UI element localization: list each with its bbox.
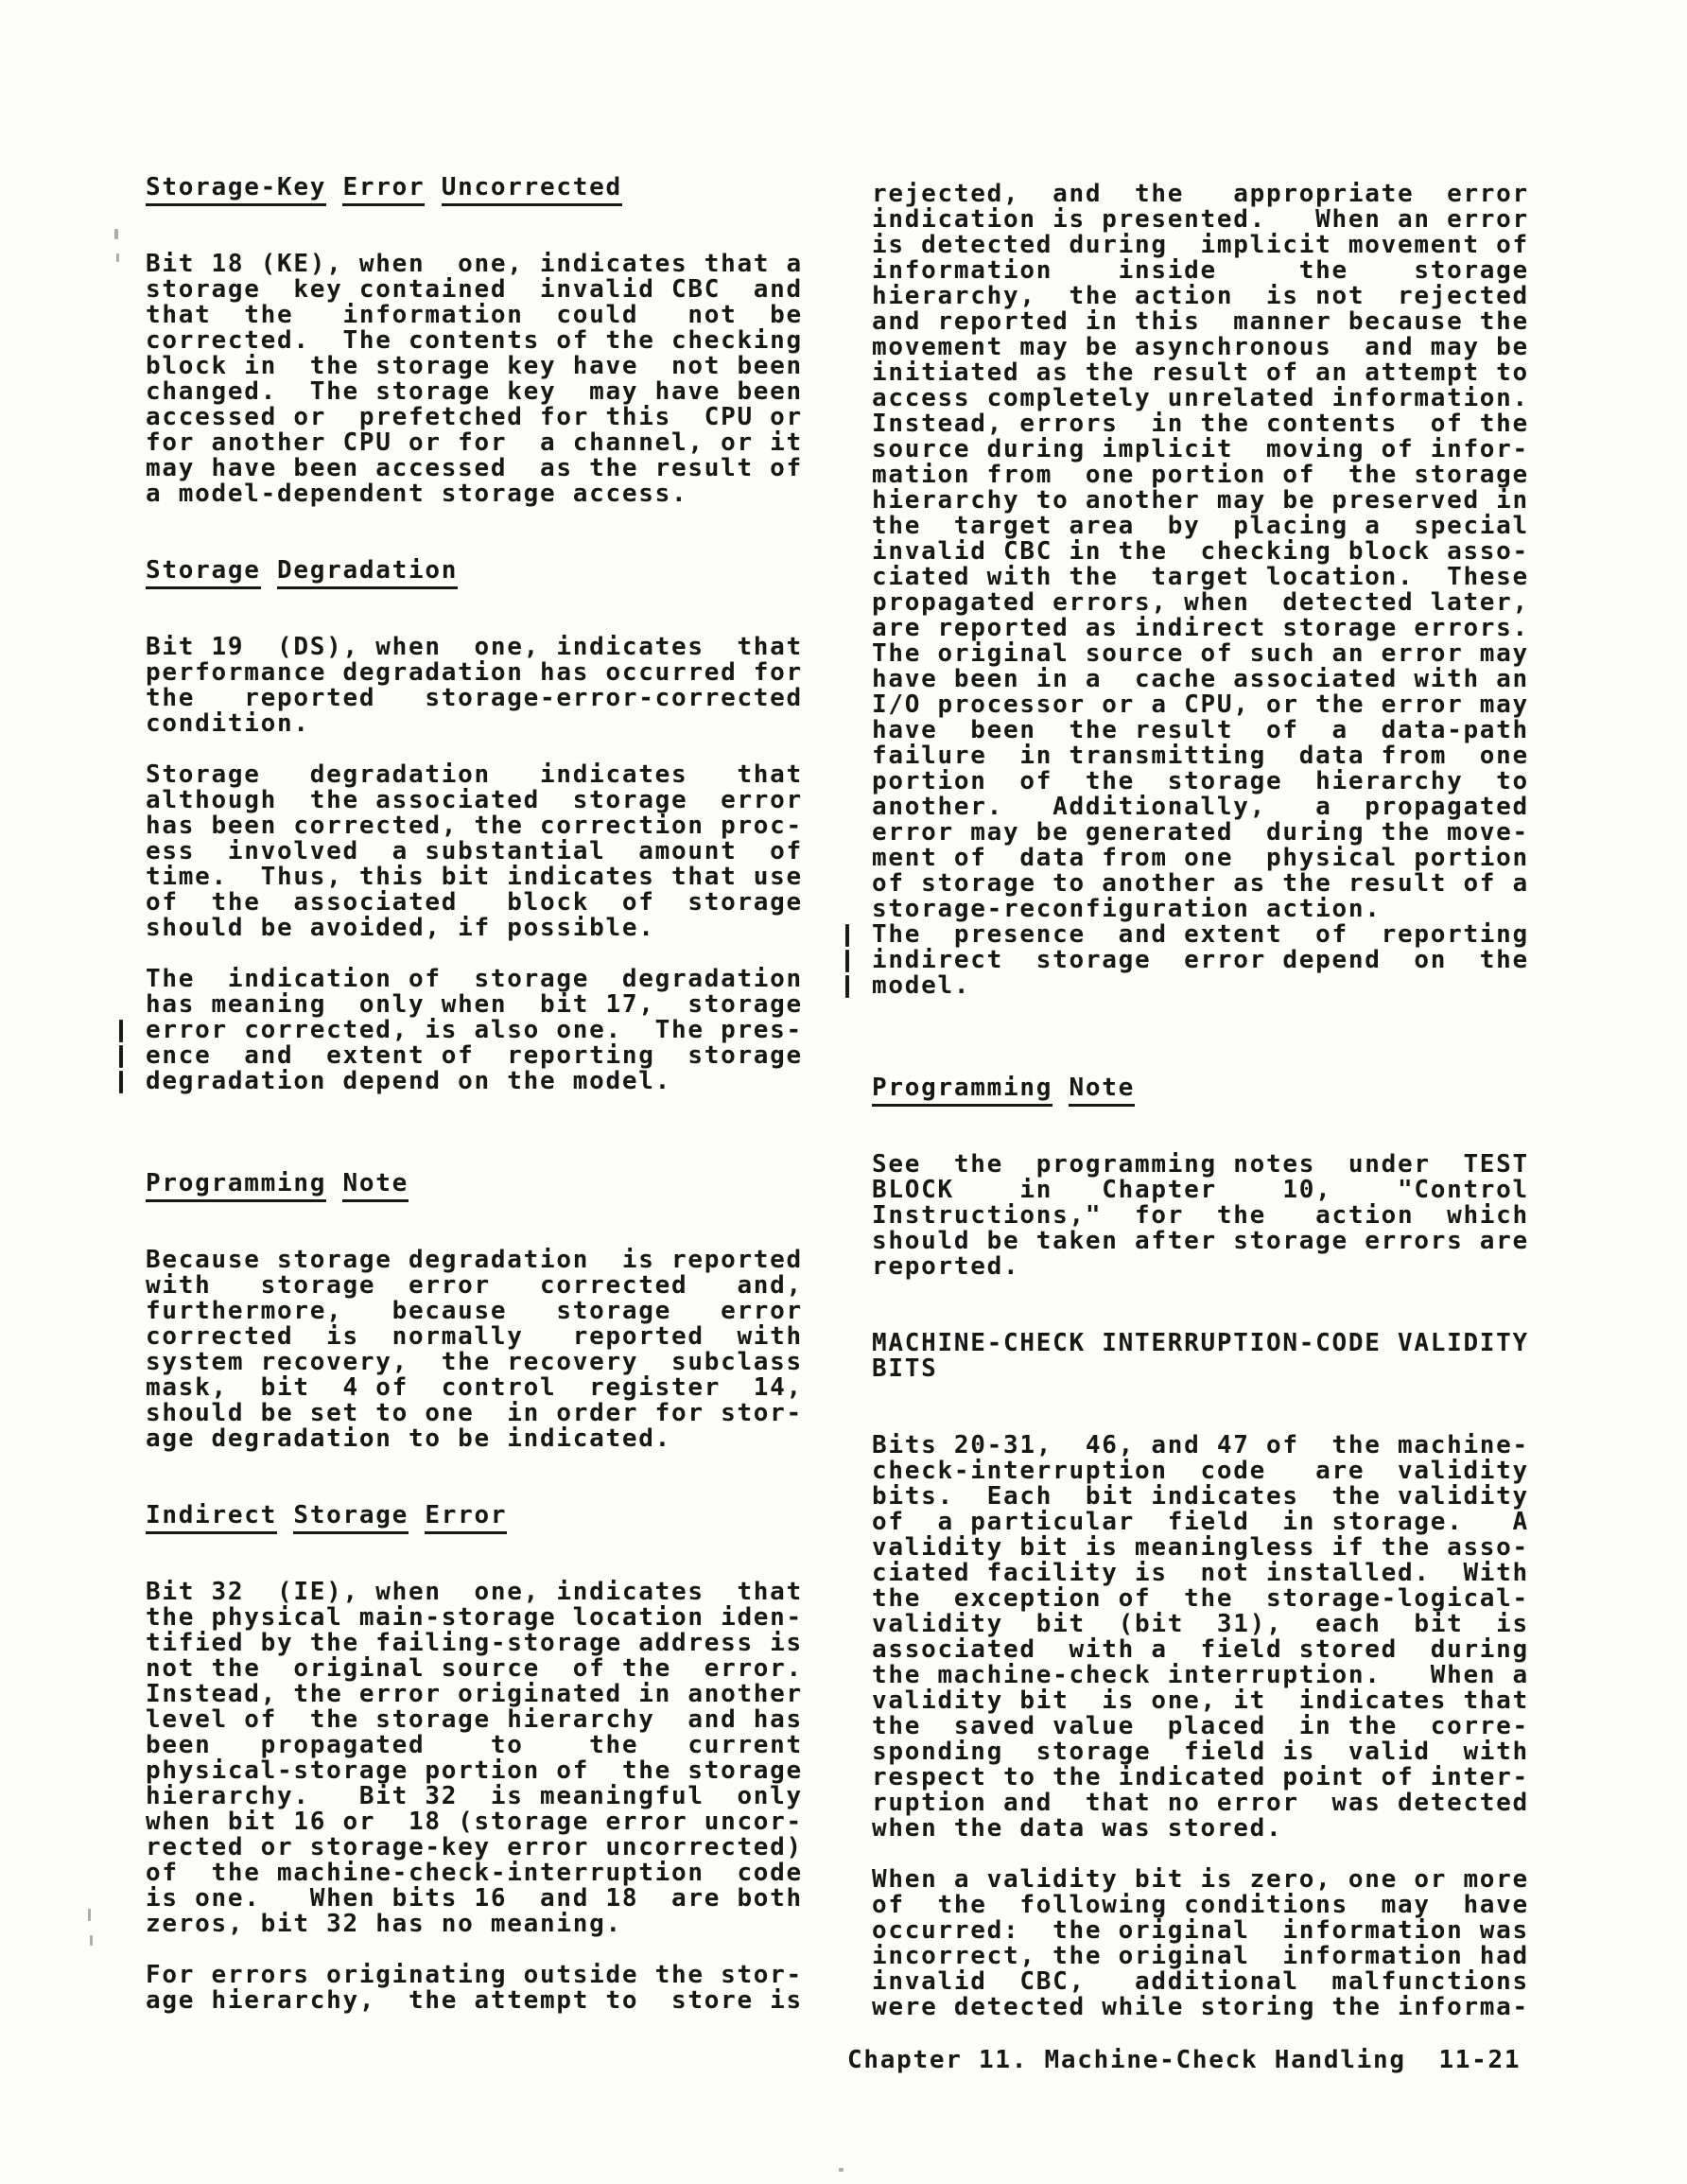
text-line: the target area by placing a special: [872, 512, 1529, 540]
heading-line: [146, 558, 826, 584]
paragraph: [872, 1433, 1553, 1842]
paragraph: [146, 967, 826, 1094]
text-line: the machine-check interruption. When a: [872, 1661, 1529, 1689]
text-line: The original source of such an error may: [872, 639, 1529, 668]
heading-word: Storage: [293, 1501, 409, 1534]
text-line: Instructions," for the action which: [872, 1201, 1529, 1230]
change-bar-icon: [119, 1020, 123, 1042]
text-line: rected or storage-key error uncorrected): [146, 1833, 803, 1861]
section-heading: [146, 558, 826, 584]
text-line: that the information could not be: [146, 301, 803, 329]
paragraph: [146, 635, 826, 737]
text-line: although the associated storage error: [146, 786, 803, 814]
text-line: have been in a cache associated with an: [872, 665, 1529, 693]
text-line: mation from one portion of the storage: [872, 461, 1529, 489]
text-line: ment of data from one physical portion: [872, 844, 1529, 872]
text-line: propagated errors, when detected later,: [872, 588, 1529, 617]
text-line: invalid CBC in the checking block asso-: [872, 537, 1529, 566]
heading-word: Note: [342, 1169, 409, 1202]
text-line: a model-dependent storage access.: [146, 480, 688, 508]
text-line: when bit 16 or 18 (storage error uncor-: [146, 1808, 803, 1836]
text-line: indirect storage error depend on the: [872, 948, 1553, 973]
text-line: furthermore, because storage error: [146, 1297, 803, 1325]
paragraph: [146, 1963, 826, 2014]
text-line: validity bit (bit 31), each bit is: [872, 1610, 1529, 1638]
text-line: storage-reconfiguration action.: [872, 895, 1382, 923]
text-line: have been the result of a data-path: [872, 716, 1529, 744]
text-line: system recovery, the recovery subclass: [146, 1348, 803, 1376]
text-line: access completely unrelated information.: [872, 384, 1529, 412]
text-line: When a validity bit is zero, one or more: [872, 1865, 1529, 1894]
text-line: has meaning only when bit 17, storage: [146, 990, 803, 1019]
section-heading: [146, 1503, 826, 1529]
text-line: Storage degradation indicates that: [146, 760, 803, 789]
text-line: Bit 19 (DS), when one, indicates that: [146, 633, 803, 661]
text-line: zeros, bit 32 has no meaning.: [146, 1910, 622, 1938]
text-line: Bit 32 (IE), when one, indicates that: [146, 1578, 803, 1606]
text-line: indication is presented. When an error: [872, 205, 1529, 234]
text-line: tified by the failing-storage address is: [146, 1629, 803, 1657]
text-line: rejected, and the appropriate error: [872, 180, 1529, 208]
heading-line: [146, 1171, 826, 1197]
text-line: changed. The storage key may have been: [146, 377, 803, 406]
text-line: performance degradation has occurred for: [146, 658, 803, 687]
text-line: of the following conditions may have: [872, 1891, 1529, 1919]
text-line: respect to the indicated point of inter-: [872, 1763, 1529, 1791]
text-line: another. Additionally, a propagated: [872, 793, 1529, 821]
text-line: bits. Each bit indicates the validity: [872, 1482, 1529, 1511]
heading-line: [146, 1503, 826, 1529]
text-line: age degradation to be indicated.: [146, 1424, 671, 1453]
text-line: information inside the storage: [872, 256, 1529, 285]
text-line: is one. When bits 16 and 18 are both: [146, 1884, 803, 1913]
text-line: source during implicit moving of infor-: [872, 435, 1529, 463]
text-line: accessed or prefetched for this CPU or: [146, 403, 803, 431]
text-line: of the machine-check-interruption code: [146, 1859, 803, 1887]
text-line: failure in transmitting data from one: [872, 742, 1529, 770]
paragraph: [872, 922, 1553, 999]
text-line: may have been accessed as the result of: [146, 454, 803, 482]
text-line: the reported storage-error-corrected: [146, 684, 803, 712]
column-left: [146, 175, 826, 2014]
text-line: validity bit is one, it indicates that: [872, 1686, 1529, 1715]
text-line: The presence and extent of reporting: [872, 922, 1553, 948]
heading-word: Programming: [872, 1074, 1052, 1107]
text-line: of the associated block of storage: [146, 888, 803, 917]
text-line: hierarchy, the action is not rejected: [872, 282, 1529, 310]
heading-line: [146, 175, 826, 201]
heading-word: Storage: [146, 556, 261, 589]
text-line: check-interruption code are validity: [872, 1457, 1529, 1485]
text-line: reported.: [872, 1252, 1020, 1281]
page-footer: Chapter 11. Machine-Check Handling 11-21: [847, 2046, 1522, 2074]
text-line: has been corrected, the correction proc-: [146, 812, 803, 840]
text-line: See the programming notes under TEST: [872, 1150, 1529, 1179]
text-line: been propagated to the current: [146, 1731, 803, 1759]
text-line: physical-storage portion of the storage: [146, 1756, 803, 1785]
text-line: hierarchy. Bit 32 is meaningful only: [146, 1782, 803, 1810]
change-bar-icon: [119, 1045, 123, 1068]
text-line: should be set to one in order for stor-: [146, 1399, 803, 1427]
column-right: [872, 182, 1553, 2020]
text-line: incorrect, the original information had: [872, 1942, 1529, 1970]
change-bar-icon: [845, 975, 849, 998]
text-line: is detected during implicit movement of: [872, 231, 1529, 259]
paragraph: [872, 182, 1553, 922]
text-line: error may be generated during the move-: [872, 818, 1529, 847]
text-line: portion of the storage hierarchy to: [872, 767, 1529, 795]
change-bar-icon: [845, 924, 849, 947]
text-line: ciated with the target location. These: [872, 563, 1529, 591]
text-line: validity bit is meaningless if the asso-: [872, 1533, 1529, 1562]
text-line: time. Thus, this bit indicates that use: [146, 863, 803, 891]
text-line: Instead, errors in the contents of the: [872, 410, 1529, 438]
text-line: block in the storage key have not been: [146, 352, 803, 380]
paragraph: [872, 1867, 1553, 2020]
heading-line: [872, 1075, 1553, 1101]
text-line: of a particular field in storage. A: [872, 1508, 1529, 1536]
section-heading: [146, 1171, 826, 1197]
text-line: error corrected, is also one. The pres-: [146, 1018, 826, 1043]
text-line: with storage error corrected and,: [146, 1271, 803, 1300]
paragraph: [146, 252, 826, 507]
text-line: were detected while storing the informa-: [872, 1993, 1529, 2021]
text-line: when the data was stored.: [872, 1814, 1283, 1843]
heading-word: Programming: [146, 1169, 326, 1202]
heading-word: Error: [425, 1501, 507, 1534]
scan-artifact: [116, 253, 119, 262]
text-line: degradation depend on the model.: [146, 1069, 826, 1094]
text-line: sponding storage field is valid with: [872, 1738, 1529, 1766]
text-line: BLOCK in Chapter 10, "Control: [872, 1176, 1529, 1204]
scan-artifact: [88, 1909, 91, 1921]
text-line: the exception of the storage-logical-: [872, 1584, 1529, 1613]
text-line: MACHINE-CHECK INTERRUPTION-CODE VALIDITY: [872, 1329, 1529, 1357]
paragraph: [872, 1152, 1553, 1280]
text-line: of storage to another as the result of a: [872, 869, 1529, 898]
text-line: associated with a field stored during: [872, 1635, 1529, 1664]
text-line: ence and extent of reporting storage: [146, 1043, 826, 1069]
text-line: corrected is normally reported with: [146, 1322, 803, 1351]
change-bar-icon: [845, 950, 849, 972]
text-line: I/O processor or a CPU, or the error may: [872, 690, 1529, 719]
scan-artifact: [839, 2168, 844, 2172]
heading-word: Note: [1069, 1074, 1135, 1107]
change-bar-icon: [119, 1071, 123, 1093]
text-line: occurred: the original information was: [872, 1916, 1529, 1945]
text-line: ess involved a substantial amount of: [146, 837, 803, 865]
text-line: storage key contained invalid CBC and: [146, 275, 803, 304]
paragraph: [146, 1248, 826, 1452]
scan-artifact: [114, 229, 118, 239]
heading-word: Error: [342, 173, 425, 206]
section-heading: [872, 1331, 1553, 1382]
text-line: are reported as indirect storage errors.: [872, 614, 1529, 642]
paragraph: [146, 1580, 826, 1937]
text-line: The indication of storage degradation: [146, 965, 803, 993]
text-line: the saved value placed in the corre-: [872, 1712, 1529, 1740]
text-line: should be taken after storage errors are: [872, 1227, 1529, 1255]
text-line: invalid CBC, additional malfunctions: [872, 1967, 1529, 1996]
scan-artifact: [90, 1935, 93, 1946]
text-line: not the original source of the error.: [146, 1654, 803, 1683]
text-line: Because storage degradation is reported: [146, 1246, 803, 1274]
text-line: initiated as the result of an attempt to: [872, 358, 1529, 387]
heading-word: Indirect: [146, 1501, 277, 1534]
text-line: and reported in this manner because the: [872, 307, 1529, 336]
section-heading: [872, 1075, 1553, 1101]
text-line: condition.: [146, 709, 310, 738]
text-line: model.: [872, 973, 1553, 999]
text-line: for another CPU or for a channel, or it: [146, 428, 803, 457]
text-line: should be avoided, if possible.: [146, 914, 655, 942]
text-line: For errors originating outside the stor-: [146, 1961, 803, 1989]
text-line: hierarchy to another may be preserved in: [872, 486, 1529, 515]
paragraph: [146, 762, 826, 941]
text-line: BITS: [872, 1354, 938, 1383]
heading-word: Storage-Key: [146, 173, 326, 206]
text-line: ciated facility is not installed. With: [872, 1559, 1529, 1587]
text-line: movement may be asynchronous and may be: [872, 333, 1529, 361]
text-line: corrected. The contents of the checking: [146, 326, 803, 355]
heading-word: Uncorrected: [442, 173, 622, 206]
text-line: Bit 18 (KE), when one, indicates that a: [146, 250, 803, 278]
heading-word: Degradation: [277, 556, 458, 589]
text-line: ruption and that no error was detected: [872, 1789, 1529, 1817]
text-line: age hierarchy, the attempt to store is: [146, 1986, 803, 2015]
text-line: the physical main-storage location iden-: [146, 1603, 803, 1632]
text-line: mask, bit 4 of control register 14,: [146, 1373, 803, 1402]
text-line: Bits 20-31, 46, and 47 of the machine-: [872, 1431, 1529, 1459]
text-line: Instead, the error originated in another: [146, 1680, 803, 1708]
section-heading: [146, 175, 826, 201]
text-line: level of the storage hierarchy and has: [146, 1705, 803, 1734]
